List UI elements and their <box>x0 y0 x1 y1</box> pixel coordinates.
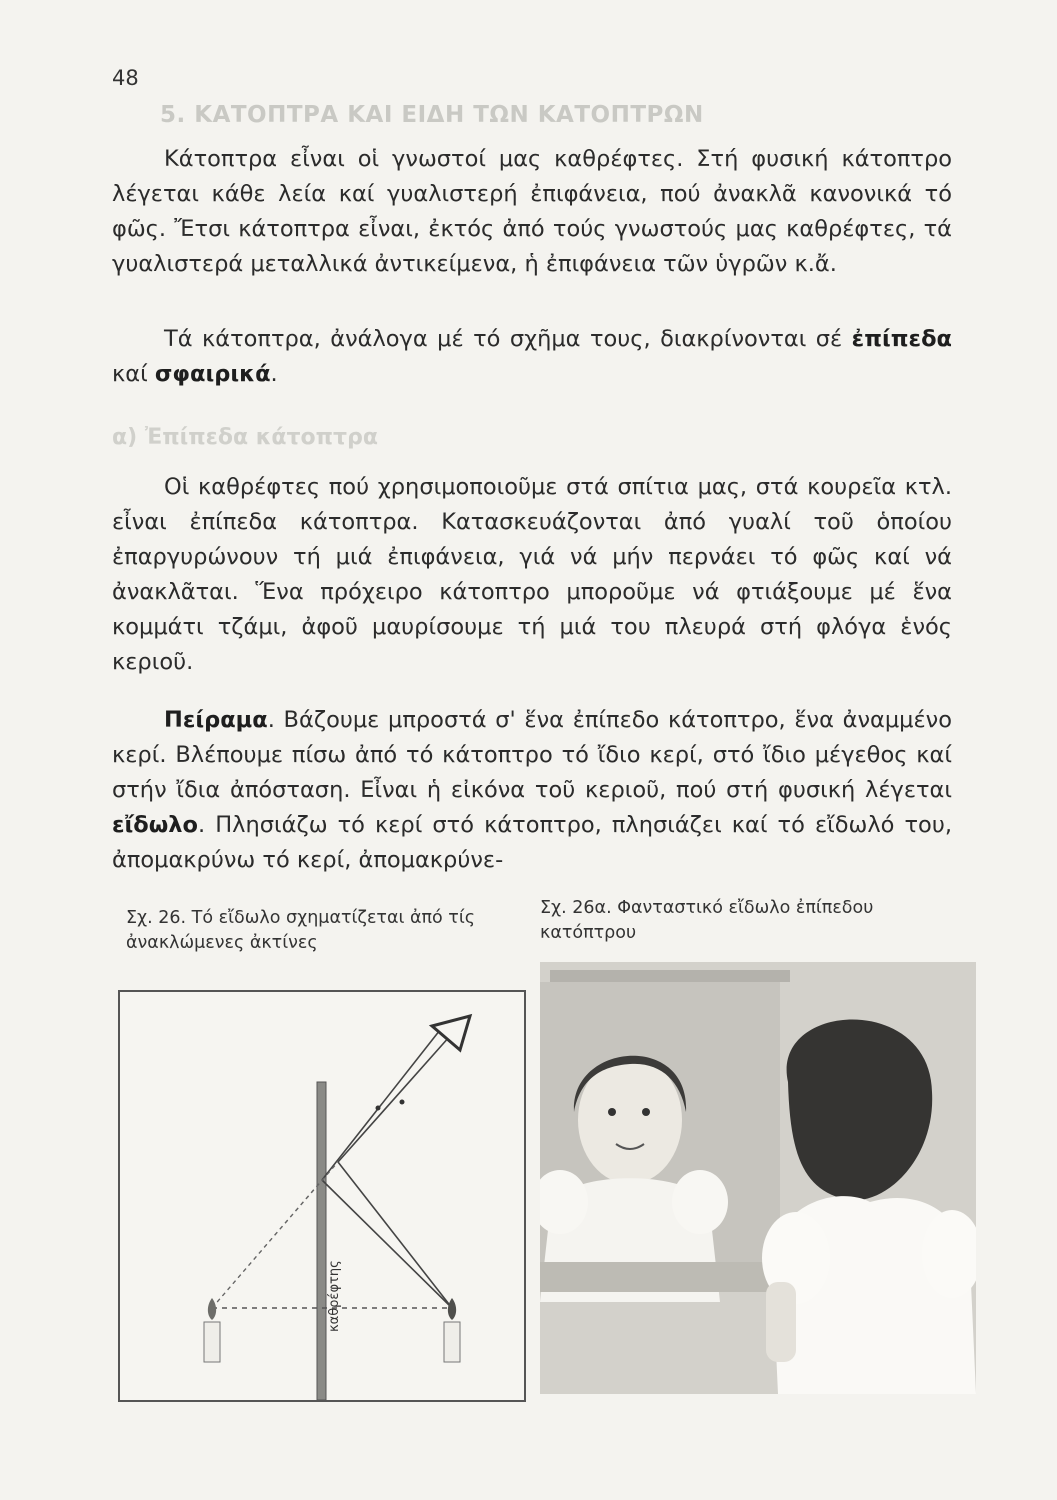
mirror-ray-diagram <box>120 992 524 1400</box>
term-spherical: σφαιρικά <box>154 361 271 387</box>
figure-26-diagram <box>118 990 526 1402</box>
paragraph-text: Κάτοπτρα εἶναι οἱ γνωστοί μας καθρέφτες. Στή φυσική κάτοπτρο λέγεται κάθε λεία καί γυαλιστερή ἐπιφάνεια, πού ἀνακλᾶ κανονικά τό φῶς. Ἔτσι κάτοπτρα εἶναι, ἐκτός ἀπό τούς γνωστούς μας καθρέφτες, τά γυαλιστερά μεταλλικά ἀντικείμενα, ἡ ἐπιφάνεια τῶν ὑγρῶν κ.ἄ. <box>112 146 952 277</box>
virtual-flame-icon <box>208 1298 216 1320</box>
mirror-label: καθρέφτης <box>327 1260 342 1332</box>
paragraph-experiment <box>112 703 952 878</box>
experiment-label: Πείραμα <box>164 707 268 733</box>
paragraph-text: Πείραμα. Βάζουμε μπροστά σ' ἕνα ἐπίπεδο κάτοπτρο, ἕνα ἀναμμένο κερί. Βλέπουμε πίσω ἀπό τό κάτοπτρο τό ἴδιο κερί, στό ἴδιο μέγεθος καί στήν ἴδια ἀπόσταση. Εἶναι ἡ εἰκόνα τοῦ κεριοῦ, πού στή φυσική λέγεται εἴδωλο. Πλησιάζω τό κερί στό κάτοπτρο, πλησιάζει καί τό εἴδωλό του, ἀπομακρύνω τό κερί, ἀπομακρύνε- <box>112 707 952 873</box>
term-flat: ἐπίπεδα <box>851 326 952 352</box>
real-candle <box>444 1322 460 1362</box>
page-number: 48 <box>112 66 139 90</box>
subsection-title: α) Ἐπίπεδα κάτοπτρα <box>112 425 378 450</box>
section-title: 5. ΚΑΤΟΠΤΡΑ ΚΑΙ ΕΙΔΗ ΤΩΝ ΚΑΤΟΠΤΡΩΝ <box>160 102 704 128</box>
paragraph-text: Τά κάτοπτρα, ἀνάλογα μέ τό σχῆμα τους, διακρίνονται σέ ἐπίπεδα καί σφαιρικά. <box>112 326 952 387</box>
reflected-ray <box>322 1030 440 1180</box>
paragraph-types <box>112 322 952 392</box>
term-image: εἴδωλο <box>112 812 199 838</box>
table-edge <box>540 1262 800 1292</box>
figure-26a-caption: Σχ. 26α. Φανταστικό εἴδωλο ἐπίπεδου κατόπτρου <box>540 898 874 943</box>
ray-arrow-mark <box>376 1106 381 1111</box>
paragraph-text: Οἱ καθρέφτες πού χρησιμοποιοῦμε στά σπίτια μας, στά κουρεῖα κτλ. εἶναι ἐπίπεδα κάτοπτρα. Κατασκευάζονται ἀπό γυαλί τοῦ ὁποίου ἐπαργυρώνουν τή μιά ἐπιφάνεια, γιά νά μήν περνάει τό φῶς καί νά ἀνακλᾶται. Ἕνα πρόχειρο κάτοπτρο μποροῦμε νά φτιάξουμε μέ ἕνα κομμάτι τζάμι, ἀφοῦ μαυρίσουμε τή μιά του πλευρά στή φλόγα ἑνός κεριοῦ. <box>112 474 952 675</box>
paragraph-definition <box>112 142 952 282</box>
figure-26a-photo <box>540 962 976 1394</box>
virtual-candle <box>204 1322 220 1362</box>
paragraph-flat-mirrors <box>112 470 952 680</box>
mirror-shape <box>317 1082 326 1400</box>
ray-arrow-mark <box>400 1100 405 1105</box>
child-mirror-photo <box>540 962 976 1394</box>
figure-26-caption: Σχ. 26. Τό εἴδωλο σχηματίζεται ἀπό τίς ἀνακλώμενες ἀκτίνες <box>126 908 476 953</box>
reflected-ray <box>338 1036 450 1162</box>
real-flame-icon <box>448 1298 456 1320</box>
incident-ray <box>338 1162 452 1308</box>
